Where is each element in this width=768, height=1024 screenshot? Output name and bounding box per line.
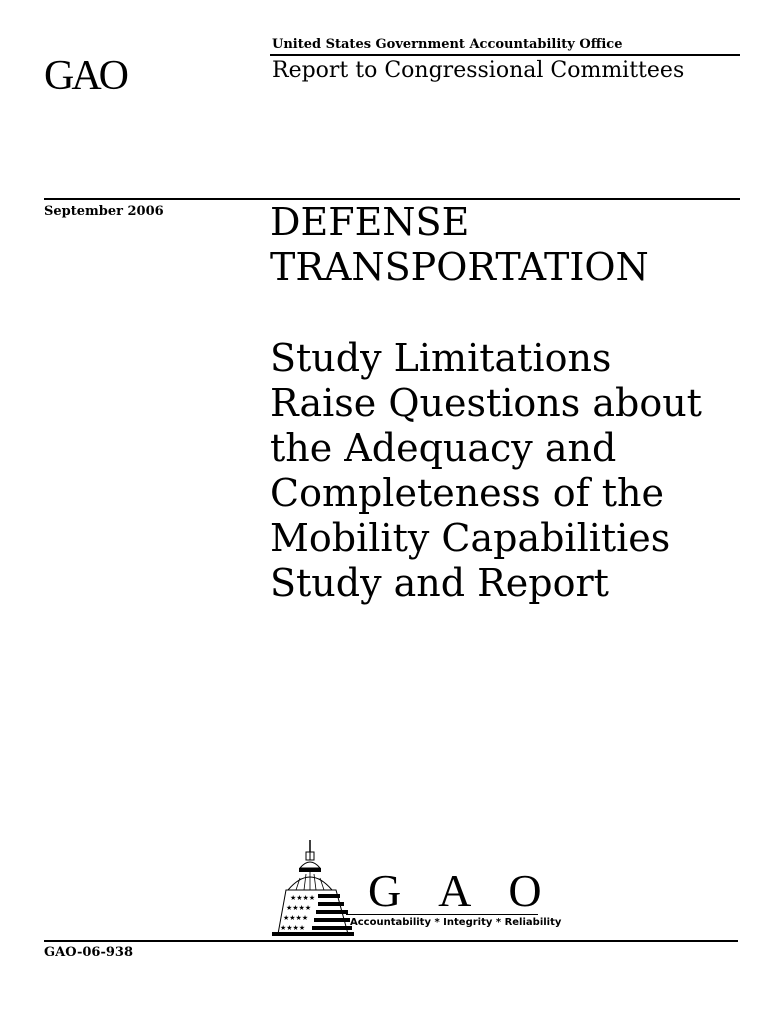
report-date: September 2006 — [44, 204, 164, 219]
subtitle-line: Completeness of the — [270, 471, 665, 515]
svg-text:★★★★: ★★★★ — [283, 914, 309, 922]
header-rule — [270, 54, 740, 56]
svg-text:★★★★: ★★★★ — [286, 904, 312, 912]
report-type: Report to Congressional Committees — [272, 58, 685, 83]
page-subtitle — [270, 336, 702, 606]
subtitle-line: Raise Questions about — [270, 381, 702, 425]
gao-seal-letters: G A O — [368, 865, 556, 916]
footer-rule — [44, 940, 738, 942]
seal-divider — [346, 914, 538, 915]
subtitle-line: Mobility Capabilities — [270, 516, 671, 560]
subtitle-line: Study and Report — [270, 561, 609, 605]
subtitle-line: Study Limitations — [270, 336, 612, 380]
subtitle-line: the Adequacy and — [270, 426, 617, 470]
agency-name: United States Government Accountability Office — [272, 37, 623, 52]
title-line: DEFENSE — [270, 200, 470, 244]
gao-tagline: Accountability * Integrity * Reliability — [350, 917, 562, 928]
svg-text:★★★★: ★★★★ — [290, 894, 316, 902]
report-number: GAO-06-938 — [44, 945, 134, 960]
svg-text:★★★★: ★★★★ — [280, 924, 306, 932]
title-line: TRANSPORTATION — [270, 245, 649, 289]
page-title — [270, 200, 649, 290]
gao-logo: GAO — [44, 53, 126, 99]
